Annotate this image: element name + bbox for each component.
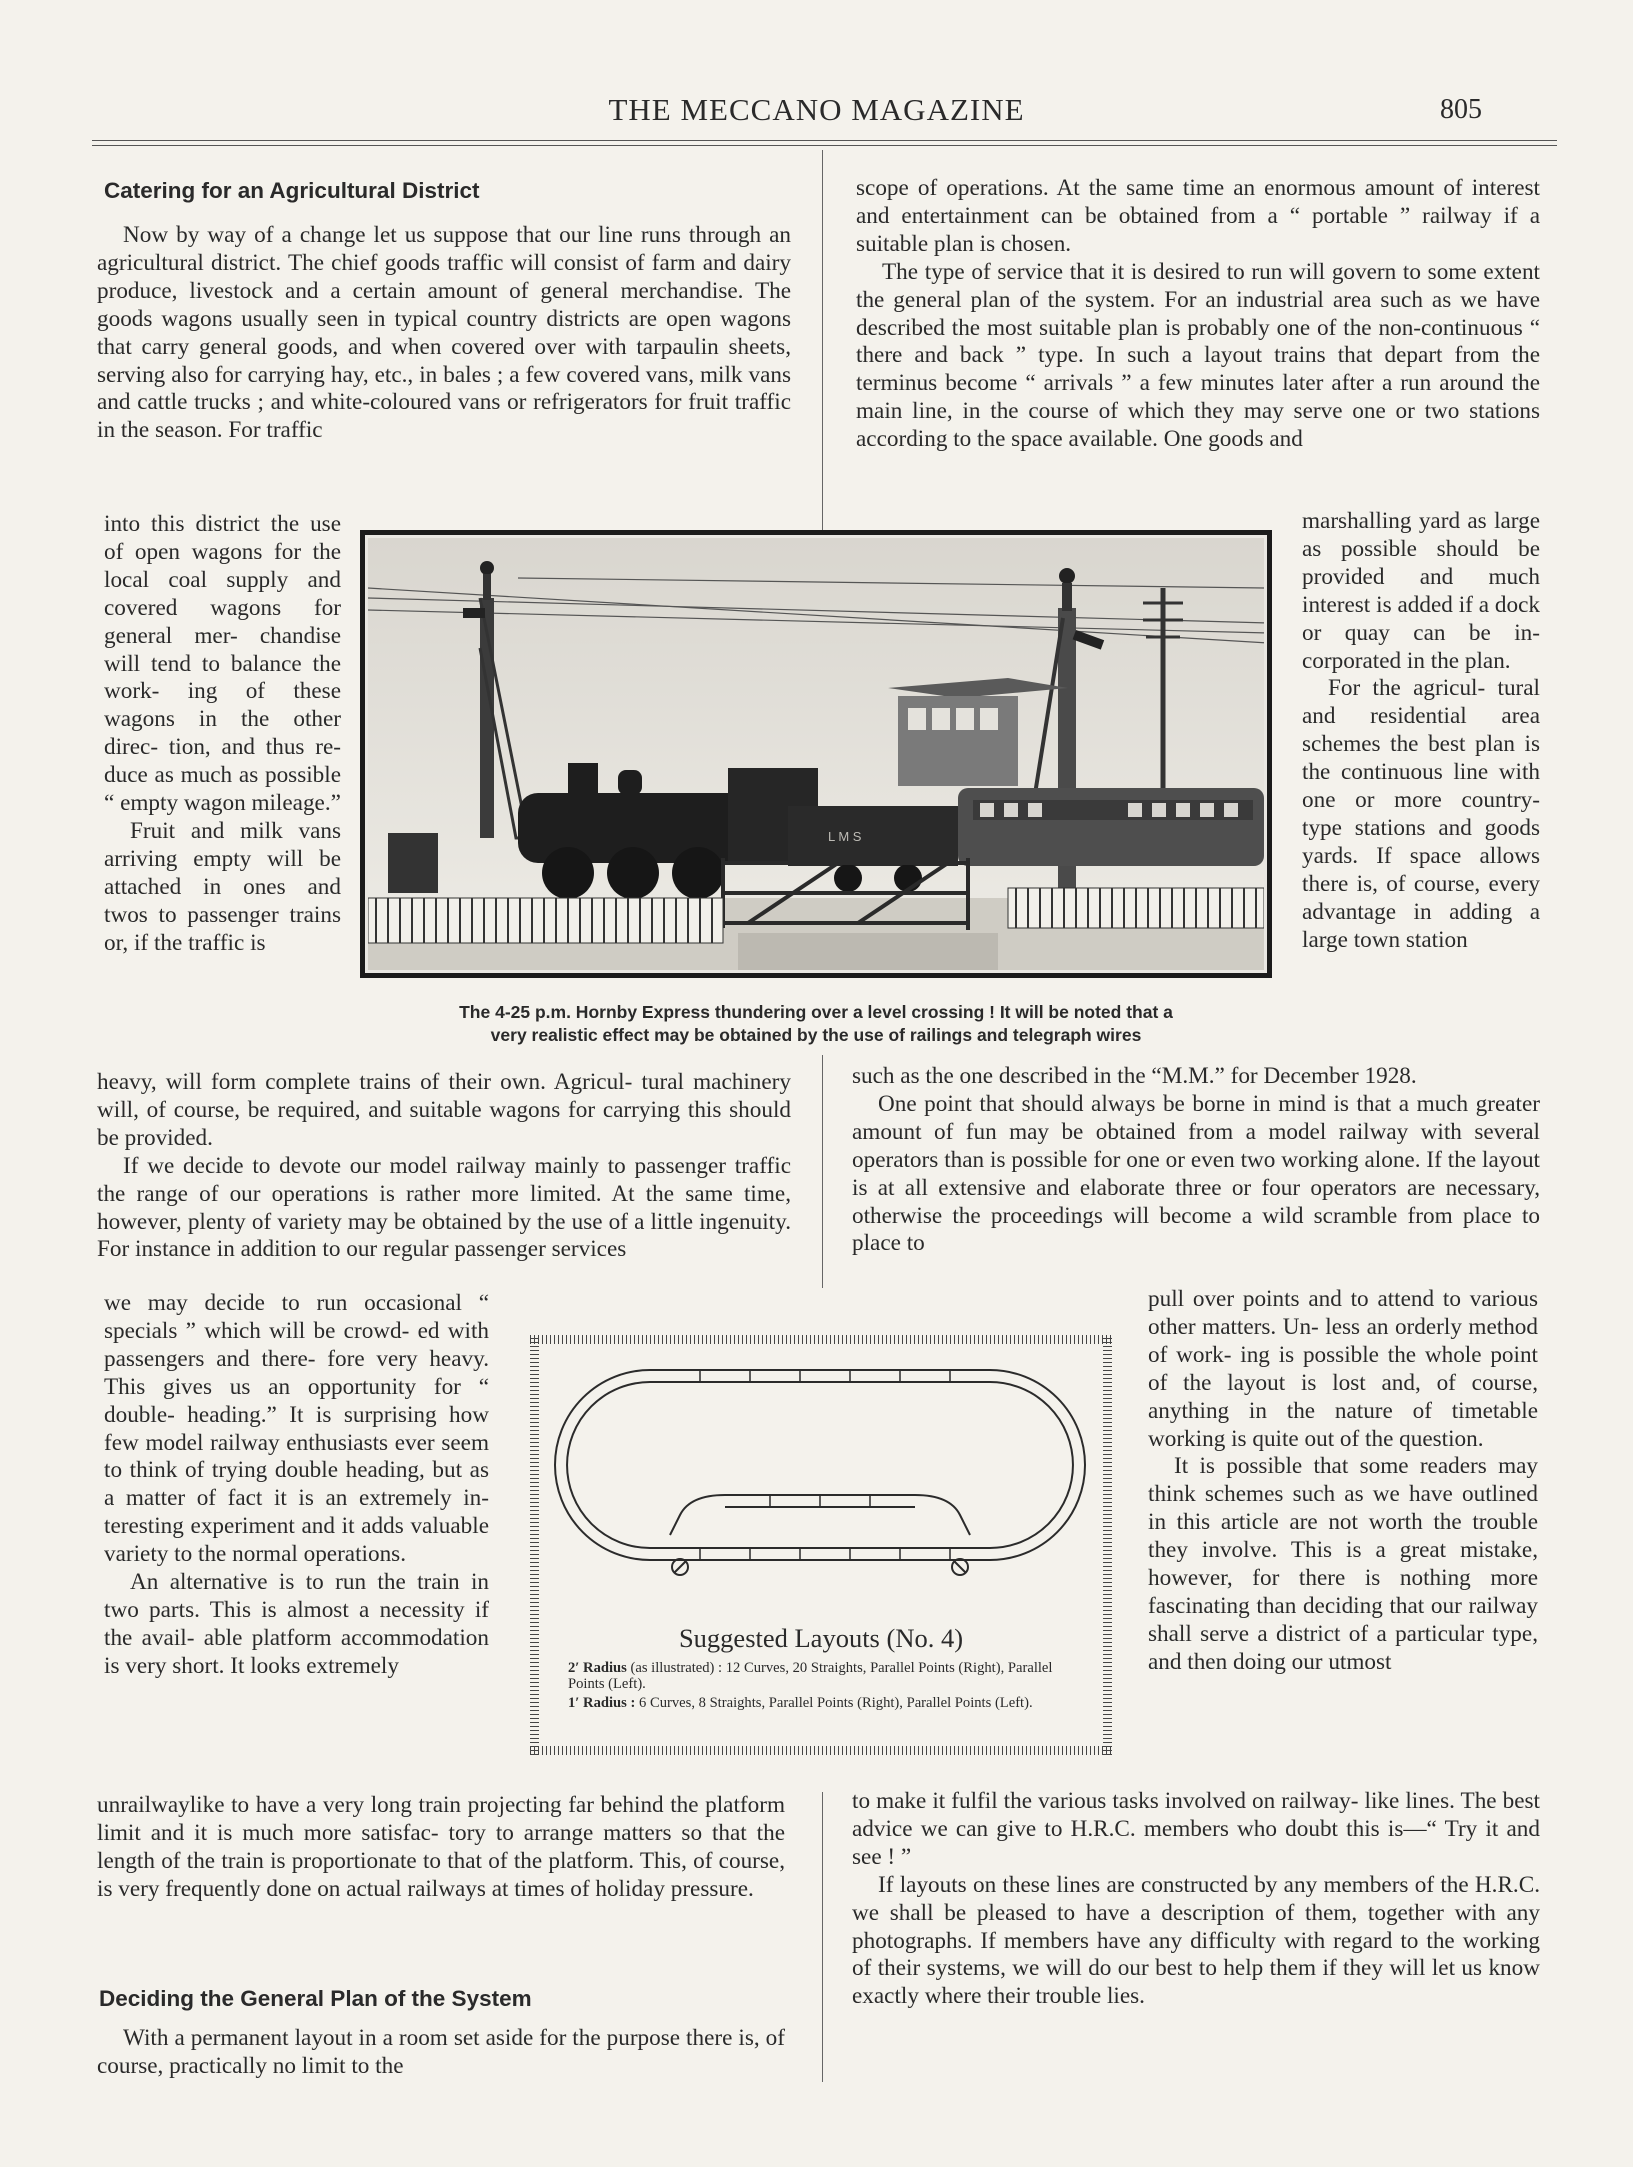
paragraph: heavy, will form complete trains of their own. Agricul- tural machinery will, of course, be required, and suitable wagons for carrying this should be provided. bbox=[97, 1069, 791, 1151]
right-block-4 bbox=[1148, 1286, 1538, 1677]
left-block-2 bbox=[104, 511, 341, 958]
paragraph: scope of operations. At the same time an enormous amount of interest and entertainment can be obtained from a “ portable ” railway if a suitable plan is chosen. bbox=[856, 175, 1540, 257]
paragraph: It is possible that some readers may think schemes such as we have outlined in this article are not worth the trouble they involve. This is a great mistake, however, for there is nothing more fascinating than deciding that our railway shall serve a district of a particular type, and then doing our utmost bbox=[1148, 1453, 1538, 1675]
heading-deciding: Deciding the General Plan of the System bbox=[99, 1986, 532, 2011]
paragraph: If layouts on these lines are constructed by any members of the H.R.C. we shall be pleased to have a description of them, together with any photographs. If members have any difficulty with regard to the working of their systems, we will do our best to help them if they will let us know exactly where their trouble lies. bbox=[852, 1871, 1540, 2010]
paragraph: An alternative is to run the train in two parts. This is almost a necessity if the avail- able platform accommodation is very short. It looks extremely bbox=[104, 1569, 489, 1679]
paragraph: With a permanent layout in a room set aside for the purpose there is, of course, practically no limit to the bbox=[97, 2025, 785, 2079]
left-block-4 bbox=[104, 1290, 489, 1681]
right-block-3 bbox=[852, 1063, 1540, 1258]
spec-2-text: 6 Curves, 8 Straights, Parallel Points (Right), Parallel Points (Left). bbox=[639, 1695, 1033, 1711]
tender-lettering: L M S bbox=[828, 829, 862, 844]
paragraph: Fruit and milk vans arriving empty will be attached in ones and twos to passenger trains or, if the traffic is bbox=[104, 817, 341, 956]
spec-1-text: (as illustrated) : 12 Curves, 20 Straights, Parallel Points (Right), Parallel Points (Left). bbox=[568, 1660, 1053, 1692]
sleeper-marks bbox=[700, 1370, 950, 1560]
paragraph: If we decide to devote our model railway mainly to passenger traffic the range of our operations is rather more limited. At the same time, however, plenty of variety may be obtained by the use of a little ingenuity. For instance in addition to our regular passenger services bbox=[97, 1152, 791, 1263]
paragraph: we may decide to run occasional “ specials ” which will be crowd- ed with passengers and there- fore very heavy. This gives us an opportunity for “ double- heading.” It is surprising how few model railway enthusiasts ever seem to think of trying double heading, but as a matter of fact it is an extremely in- teresting experiment and it adds valuable variety to the normal operations. bbox=[104, 1290, 489, 1568]
diagram-title: Suggested Layouts (No. 4) bbox=[678, 1623, 964, 1653]
right-block-2 bbox=[1302, 508, 1540, 955]
paragraph: For the agricul- tural and residential area schemes the best plan is the continuous line with one or more country- type stations and goods yards. If space allows there is, of course, every advantage in adding a large town station bbox=[1302, 675, 1540, 953]
passenger-coach bbox=[958, 788, 1264, 866]
paragraph: such as the one described in the “M.M.” for December 1928. bbox=[852, 1063, 1417, 1089]
right-block-5 bbox=[852, 1788, 1540, 2011]
paragraph: The type of service that it is desired to run will govern to some extent the general plan of the system. For an industrial area such as we have described the most suitable plan is probably one of the non-continuous “ there and back ” type. In such a layout trains that depart from the terminus become “ arrivals ” a few minutes later after a run around the main line, in the course of which they may serve one or two stations according to the space available. One goods and bbox=[856, 258, 1540, 453]
spec-2-label: 1′ Radius : bbox=[568, 1695, 636, 1711]
paragraph: marshalling yard as large as possible should be provided and much interest is added if a dock or quay can be in- corporated in the plan. bbox=[1302, 508, 1540, 674]
picket-fence-left bbox=[368, 898, 723, 943]
paragraph: One point that should always be borne in mind is that a much greater amount of fun may be obtained from a model railway with several operators than is possible for one or even two working alone. If the layout is at all extensive and elaborate three or four operators are necessary, otherwise the proceedings will become a wild scramble from place to place to bbox=[852, 1090, 1540, 1257]
left-block-6 bbox=[97, 2025, 785, 2081]
diagram-spec-2 bbox=[568, 1695, 1074, 1711]
outer-oval-inner-rail bbox=[567, 1382, 1073, 1548]
outer-oval-track bbox=[555, 1370, 1085, 1560]
paragraph: into this district the use of open wagons for the local coal supply and covered wagons for general mer- chandise will tend to balance the work- ing of these wagons in the other direc- tion, and thus re- duce as much as possible “ empty wagon mileage.” bbox=[104, 511, 341, 817]
page-number: 805 bbox=[1440, 94, 1482, 125]
header-rule-top bbox=[92, 140, 1557, 141]
lineside-hut bbox=[388, 833, 438, 893]
level-crossing-photo bbox=[360, 530, 1272, 978]
spec-1-label: 2′ Radius bbox=[568, 1660, 627, 1676]
right-block-1 bbox=[856, 175, 1540, 454]
inner-loop-top bbox=[725, 1495, 970, 1535]
paragraph: to make it fulfil the various tasks involved on railway- like lines. The best advice we can give to H.R.C. members who doubt this is—“ Try it and see ! ” bbox=[852, 1788, 1540, 1870]
column-rule-middle bbox=[822, 1055, 823, 1288]
photo-caption-line-1: The 4-25 p.m. Hornby Express thundering over a level crossing ! It will be noted that a bbox=[459, 1002, 1173, 1022]
track-layout-diagram bbox=[530, 1335, 1112, 1625]
layout-diagram-box bbox=[530, 1335, 1112, 1755]
paragraph: Now by way of a change let us suppose that our line runs through an agricultural district. The chief goods traffic will consist of farm and dairy produce, livestock and a certain amount of general merchandise. The goods wagons usually seen in typical country districts are open wagons that carry general goods, and when covered over with tarpaulin sheets, serving also for carrying hay, etc., in bales ; a few covered vans, milk vans and cattle trucks ; and white-coloured vans or refrigerators for fruit traffic in the season. For traffic bbox=[97, 222, 791, 444]
paragraph: pull over points and to attend to various other matters. Un- less an orderly method of work- ing is possible the whole point of the layout is lost and, of course, anything in the nature of timetable working is quite out of the question. bbox=[1148, 1286, 1538, 1452]
magazine-title: THE MECCANO MAGAZINE bbox=[608, 92, 1025, 127]
photo-caption-line-2: very realistic effect may be obtained by the use of railings and telegraph wires bbox=[490, 1025, 1142, 1045]
photo-illustration bbox=[368, 538, 1264, 970]
column-rule-upper bbox=[822, 150, 823, 530]
diagram-spec-1 bbox=[568, 1660, 1074, 1692]
points-markers bbox=[672, 1559, 968, 1575]
left-block-5 bbox=[97, 1792, 785, 1904]
column-rule-lower bbox=[822, 1792, 823, 2082]
paragraph: unrailwaylike to have a very long train projecting far behind the platform limit and it is much more satisfac- tory to arrange matters so that the length of the train is proportionate to that of the platform. This, of course, is very frequently done on actual railways at times of holiday pressure. bbox=[97, 1792, 785, 1902]
left-block-1 bbox=[97, 222, 791, 445]
header-rule-bottom bbox=[92, 145, 1557, 146]
heading-catering: Catering for an Agricultural District bbox=[104, 178, 480, 203]
crossing-road bbox=[738, 933, 998, 970]
frame-bottom bbox=[530, 1746, 1112, 1755]
left-block-3 bbox=[97, 1069, 791, 1264]
